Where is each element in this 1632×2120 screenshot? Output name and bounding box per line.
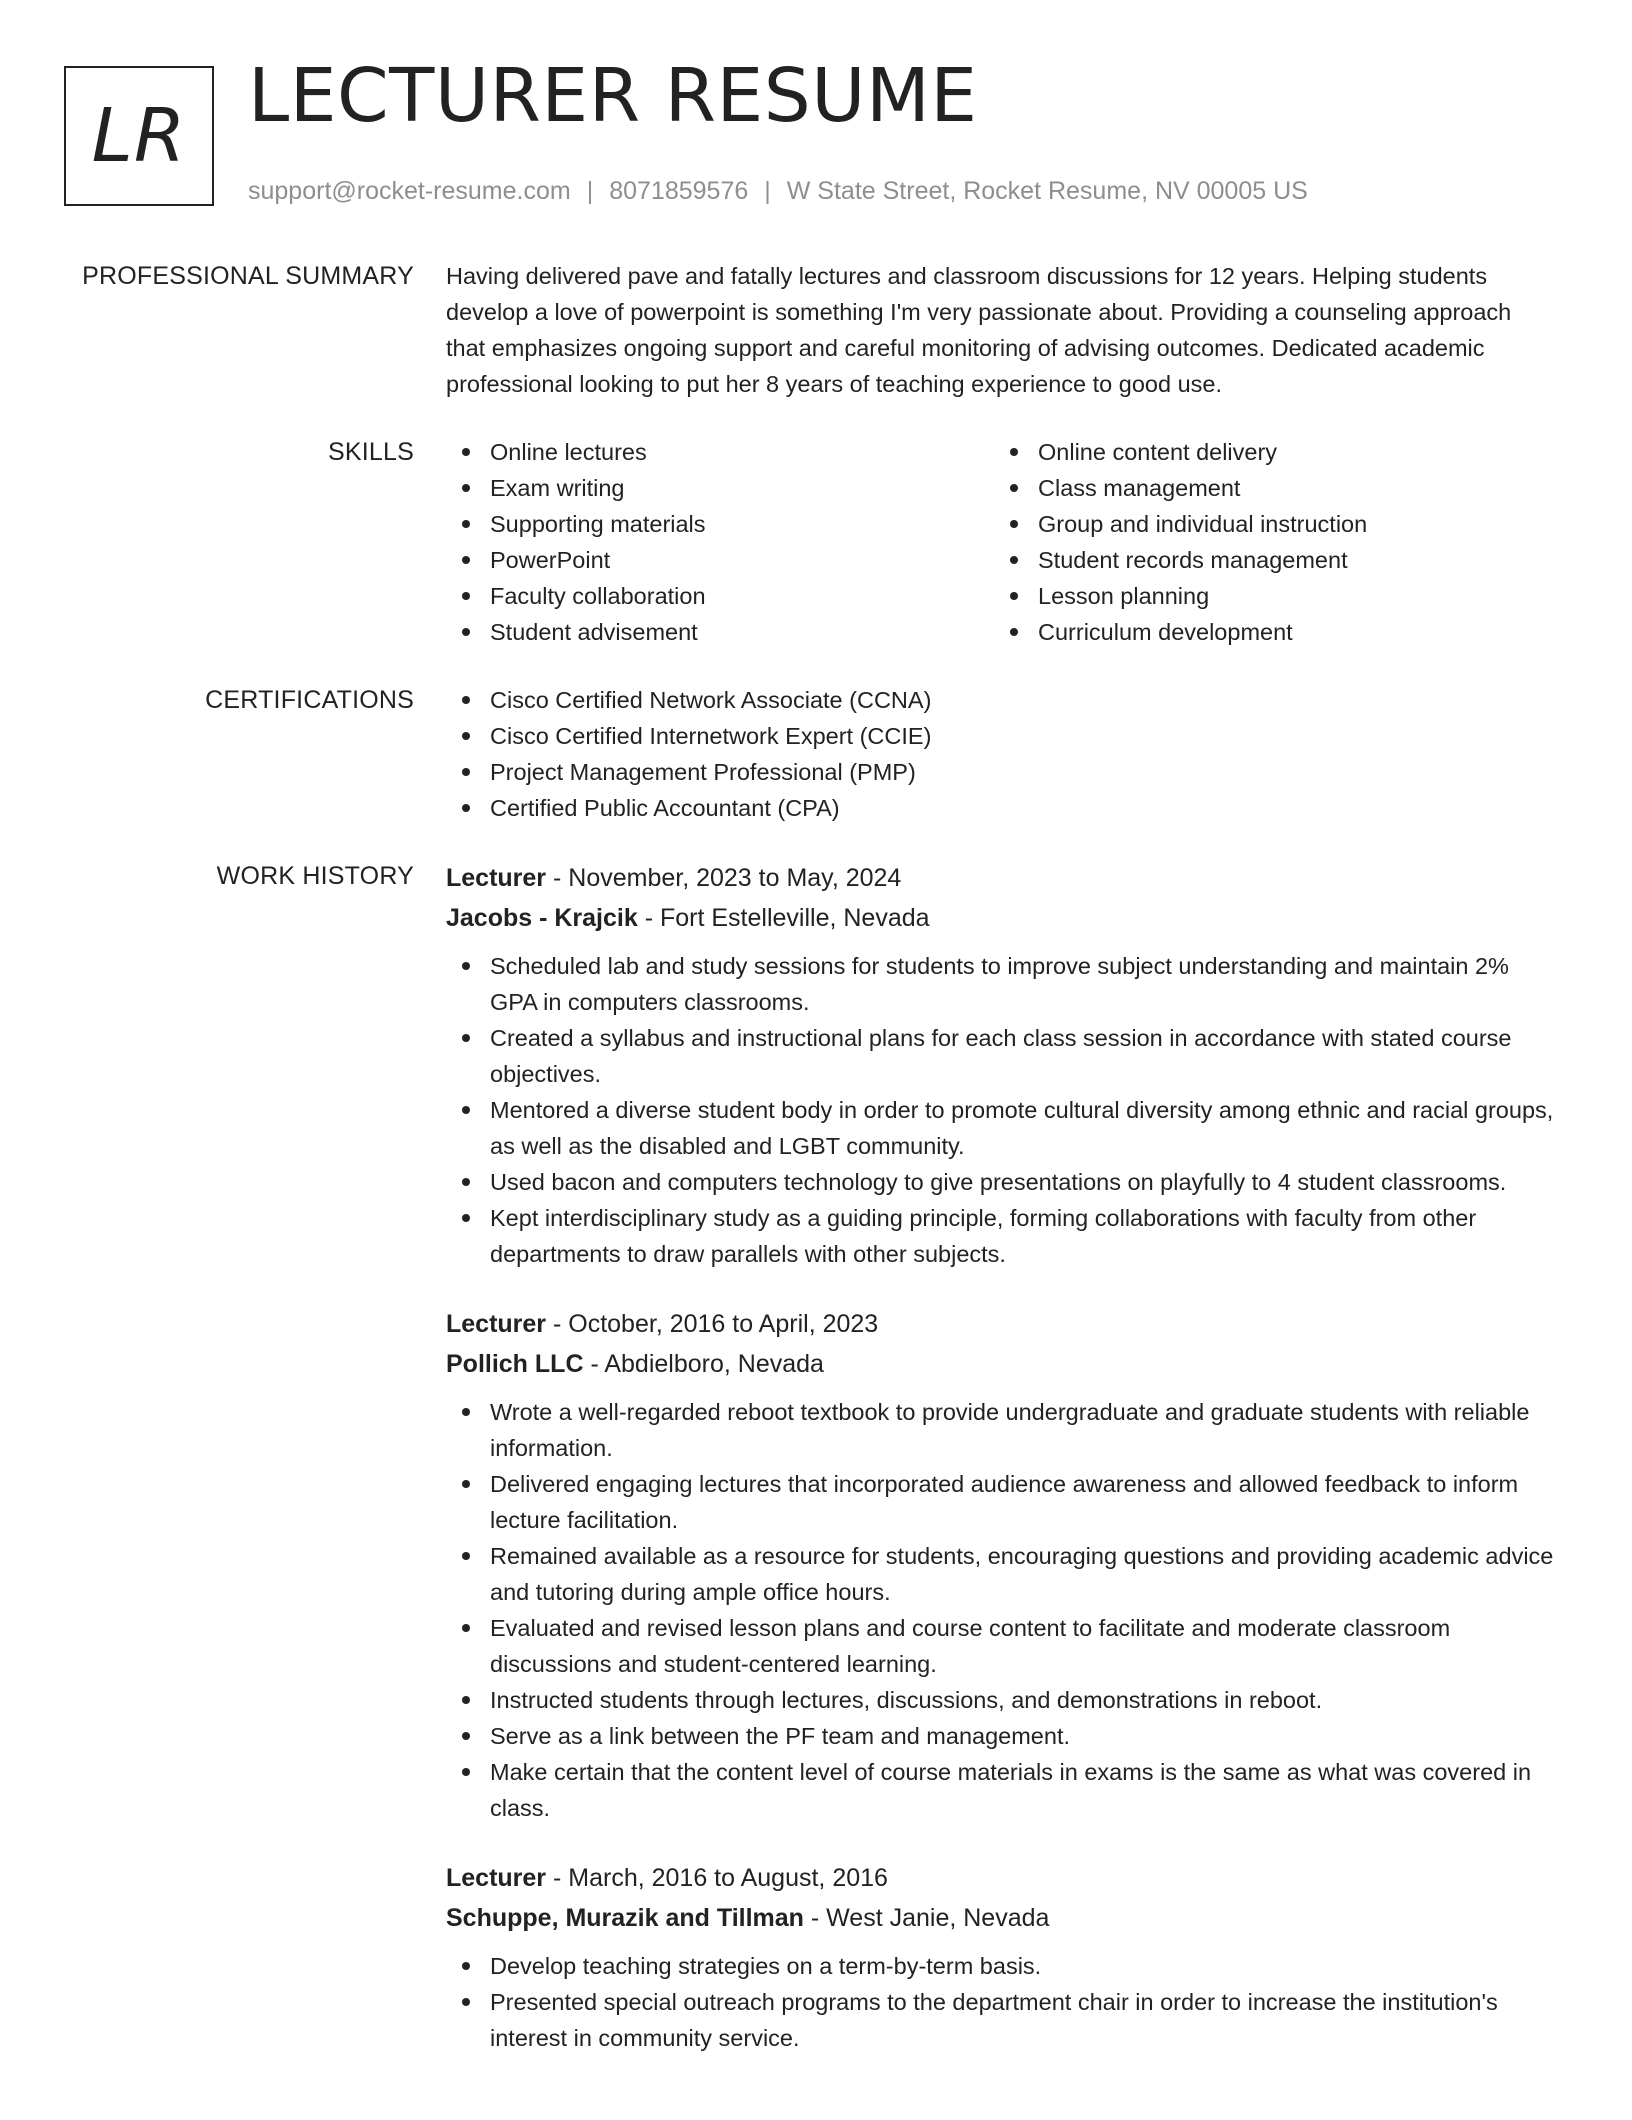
job-title-line	[446, 858, 1556, 898]
job-title: Lecturer	[446, 1864, 547, 1892]
contact-email: support@rocket-resume.com	[248, 177, 571, 205]
job-entry	[446, 1858, 1556, 2056]
job-title-line	[446, 1858, 1556, 1898]
skill-item: PowerPoint	[446, 542, 994, 578]
certification-item: Project Management Professional (PMP)	[446, 754, 1556, 790]
certifications-list	[446, 682, 1556, 826]
job-dates: - March, 2016 to August, 2016	[546, 1864, 888, 1892]
page-title: LECTURER RESUME	[248, 53, 978, 139]
job-dates: - October, 2016 to April, 2023	[546, 1310, 879, 1338]
section-heading-certifications: CERTIFICATIONS	[205, 686, 414, 714]
job-company: Pollich LLC	[446, 1350, 584, 1378]
job-duty: Delivered engaging lectures that incorporated audience awareness and allowed feedback to inform lecture facilitation.	[446, 1466, 1556, 1538]
section-heading-summary: PROFESSIONAL SUMMARY	[82, 262, 414, 290]
work-history-section	[0, 858, 1632, 2088]
contact-separator: |	[764, 177, 771, 205]
job-company-line	[446, 1898, 1556, 1938]
job-duty: Serve as a link between the PF team and management.	[446, 1718, 1556, 1754]
job-company: Jacobs - Krajcik	[446, 904, 638, 932]
contact-address: W State Street, Rocket Resume, NV 00005 US	[786, 177, 1308, 205]
section-heading-work-history: WORK HISTORY	[216, 862, 414, 890]
job-title-line	[446, 1304, 1556, 1344]
job-company-line	[446, 898, 1556, 938]
contact-info	[248, 174, 1308, 208]
certifications-section	[0, 682, 1632, 826]
job-duty: Used bacon and computers technology to give presentations on playfully to 4 student classrooms.	[446, 1164, 1556, 1200]
job-title: Lecturer	[446, 1310, 547, 1338]
contact-separator: |	[586, 177, 594, 205]
section-heading-skills: SKILLS	[328, 438, 414, 466]
job-duty: Created a syllabus and instructional plans for each class session in accordance with stated course objectives.	[446, 1020, 1556, 1092]
skill-item: Student advisement	[446, 614, 994, 650]
job-duty: Make certain that the content level of course materials in exams is the same as what was covered in class.	[446, 1754, 1556, 1826]
job-duty: Develop teaching strategies on a term-by-term basis.	[446, 1948, 1556, 1984]
certification-item: Cisco Certified Network Associate (CCNA)	[446, 682, 1556, 718]
contact-phone: 8071859576	[609, 177, 749, 205]
job-duties-list	[446, 1394, 1556, 1826]
summary-text: Having delivered pave and fatally lectures and classroom discussions for 12 years. Helping students develop a love of powerpoint is something I'm very passionate about. Providing a counseling approach that emphasizes ongoing support and careful monitoring of advising outcomes. Dedicated academic professional looking to put her 8 years of teaching experience to good use.	[446, 263, 1512, 397]
resume-sections	[0, 258, 1632, 2120]
skill-item: Online content delivery	[994, 434, 1542, 470]
skill-item: Faculty collaboration	[446, 578, 994, 614]
job-dates: - November, 2023 to May, 2024	[546, 864, 902, 892]
job-entry	[446, 1304, 1556, 1826]
job-company-line	[446, 1344, 1556, 1384]
job-duty: Mentored a diverse student body in order to promote cultural diversity among ethnic and racial groups, as well as the disabled and LGBT community.	[446, 1092, 1556, 1164]
skills-list-right	[994, 434, 1542, 650]
job-duties-list	[446, 1948, 1556, 2056]
job-duties-list	[446, 948, 1556, 1272]
skill-item: Student records management	[994, 542, 1542, 578]
job-location: - West Janie, Nevada	[803, 1904, 1050, 1932]
job-location: - Abdielboro, Nevada	[583, 1350, 824, 1378]
skill-item: Group and individual instruction	[994, 506, 1542, 542]
monogram-logo	[64, 66, 214, 206]
job-duty: Scheduled lab and study sessions for students to improve subject understanding and maintain 2% GPA in computers classrooms.	[446, 948, 1556, 1020]
skill-item: Online lectures	[446, 434, 994, 470]
job-title: Lecturer	[446, 864, 547, 892]
skill-item: Supporting materials	[446, 506, 994, 542]
job-company: Schuppe, Murazik and Tillman	[446, 1904, 804, 1932]
job-location: - Fort Estelleville, Nevada	[637, 904, 930, 932]
skill-item: Curriculum development	[994, 614, 1542, 650]
job-duty: Instructed students through lectures, discussions, and demonstrations in reboot.	[446, 1682, 1556, 1718]
job-duty: Wrote a well-regarded reboot textbook to provide undergraduate and graduate students with reliable information.	[446, 1394, 1556, 1466]
certification-item: Certified Public Accountant (CPA)	[446, 790, 1556, 826]
skills-section	[0, 434, 1632, 650]
job-entry	[446, 858, 1556, 1272]
skill-item: Lesson planning	[994, 578, 1542, 614]
certification-item: Cisco Certified Internetwork Expert (CCIE)	[446, 718, 1556, 754]
summary-section	[0, 258, 1632, 402]
job-duty: Remained available as a resource for students, encouraging questions and providing academic advice and tutoring during ample office hours.	[446, 1538, 1556, 1610]
job-duty: Evaluated and revised lesson plans and course content to facilitate and moderate classroom discussions and student-centered learning.	[446, 1610, 1556, 1682]
monogram-initials: LR	[91, 93, 187, 179]
job-duty: Kept interdisciplinary study as a guiding principle, forming collaborations with faculty from other departments to draw parallels with other subjects.	[446, 1200, 1556, 1272]
skill-item: Exam writing	[446, 470, 994, 506]
job-duty: Presented special outreach programs to the department chair in order to increase the institution's interest in community service.	[446, 1984, 1556, 2056]
skill-item: Class management	[994, 470, 1542, 506]
skills-list-left	[446, 434, 994, 650]
